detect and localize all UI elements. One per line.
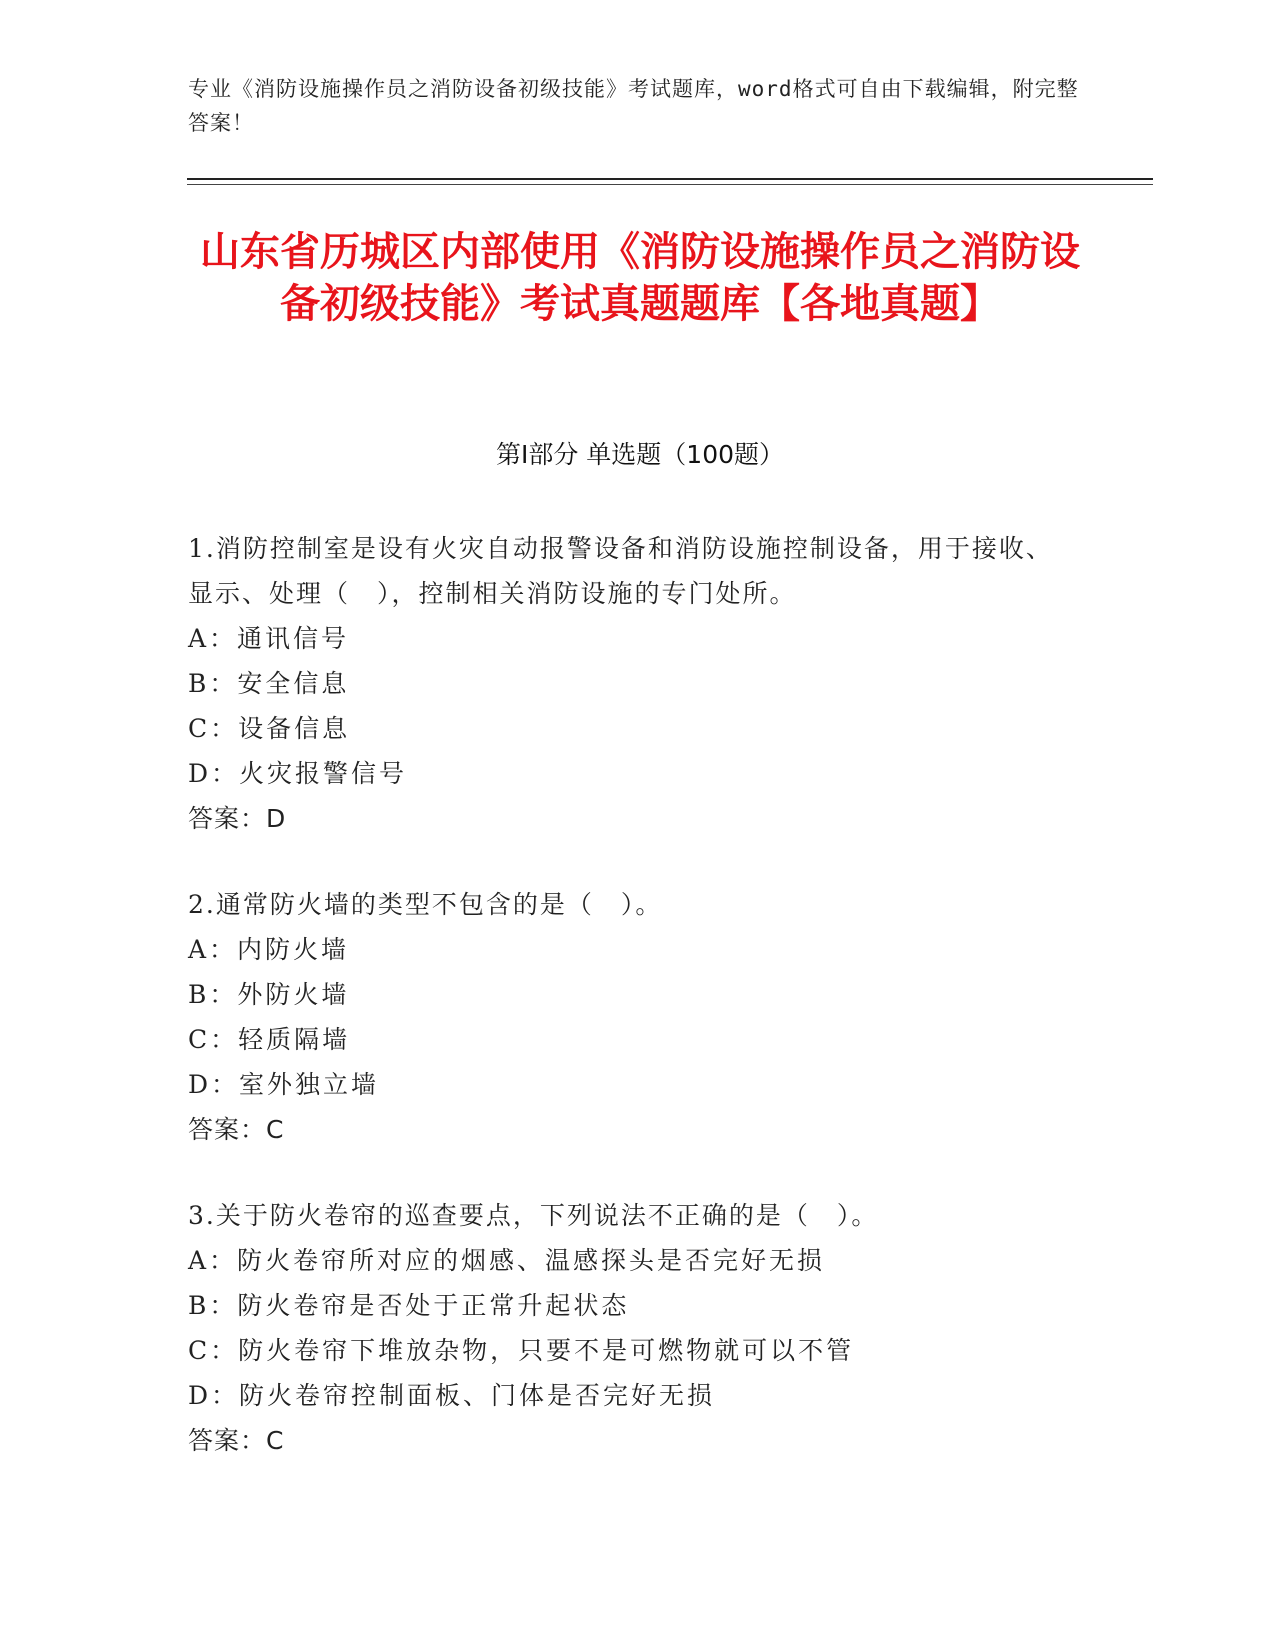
document-title: 山东省历城区内部使用《消防设施操作员之消防设备初级技能》考试真题题库【各地真题】	[200, 229, 1080, 327]
option-d: D：室外独立墙	[188, 1070, 380, 1099]
answer-value: C	[266, 1115, 285, 1144]
section-heading: 第I部分 单选题（100题）	[495, 440, 785, 469]
header-divider-thick	[187, 178, 1153, 180]
answer-prefix: 答案：	[188, 804, 267, 833]
answer-value: D	[266, 804, 287, 833]
question-stem: 2.通常防火墙的类型不包含的是（ ）。	[188, 890, 663, 919]
answer-prefix: 答案：	[188, 1426, 267, 1455]
question-3	[188, 1193, 1068, 1463]
question-stem: 1.消防控制室是设有火灾自动报警设备和消防设施控制设备，用于接收、显示、处理（ ），控制相关消防设施的专门处所。	[188, 534, 1053, 608]
option-d: D：防火卷帘控制面板、门体是否完好无损	[188, 1381, 716, 1410]
option-b: B：防火卷帘是否处于正常升起状态	[188, 1291, 630, 1320]
option-c: C：防火卷帘下堆放杂物，只要不是可燃物就可以不管	[188, 1336, 855, 1365]
question-stem: 3.关于防火卷帘的巡查要点，下列说法不正确的是（ ）。	[188, 1201, 879, 1230]
header-note: 专业《消防设施操作员之消防设备初级技能》考试题库，word格式可自由下载编辑，附完整答案！	[188, 77, 1079, 135]
answer-line	[188, 796, 1068, 841]
option-b: B：外防火墙	[188, 980, 350, 1009]
option-b: B：安全信息	[188, 669, 350, 698]
option-d: D：火灾报警信号	[188, 759, 408, 788]
answer-line	[188, 1418, 1068, 1463]
option-a: A：通讯信号	[188, 624, 350, 653]
question-list	[188, 526, 1068, 1504]
question-1	[188, 526, 1068, 841]
question-2	[188, 882, 1068, 1152]
option-a: A：内防火墙	[188, 935, 350, 964]
option-a: A：防火卷帘所对应的烟感、温感探头是否完好无损	[188, 1246, 826, 1275]
header-divider-thin	[187, 184, 1153, 185]
option-c: C：设备信息	[188, 714, 351, 743]
answer-prefix: 答案：	[188, 1115, 267, 1144]
answer-line	[188, 1107, 1068, 1152]
option-c: C：轻质隔墙	[188, 1025, 351, 1054]
answer-value: C	[266, 1426, 285, 1455]
